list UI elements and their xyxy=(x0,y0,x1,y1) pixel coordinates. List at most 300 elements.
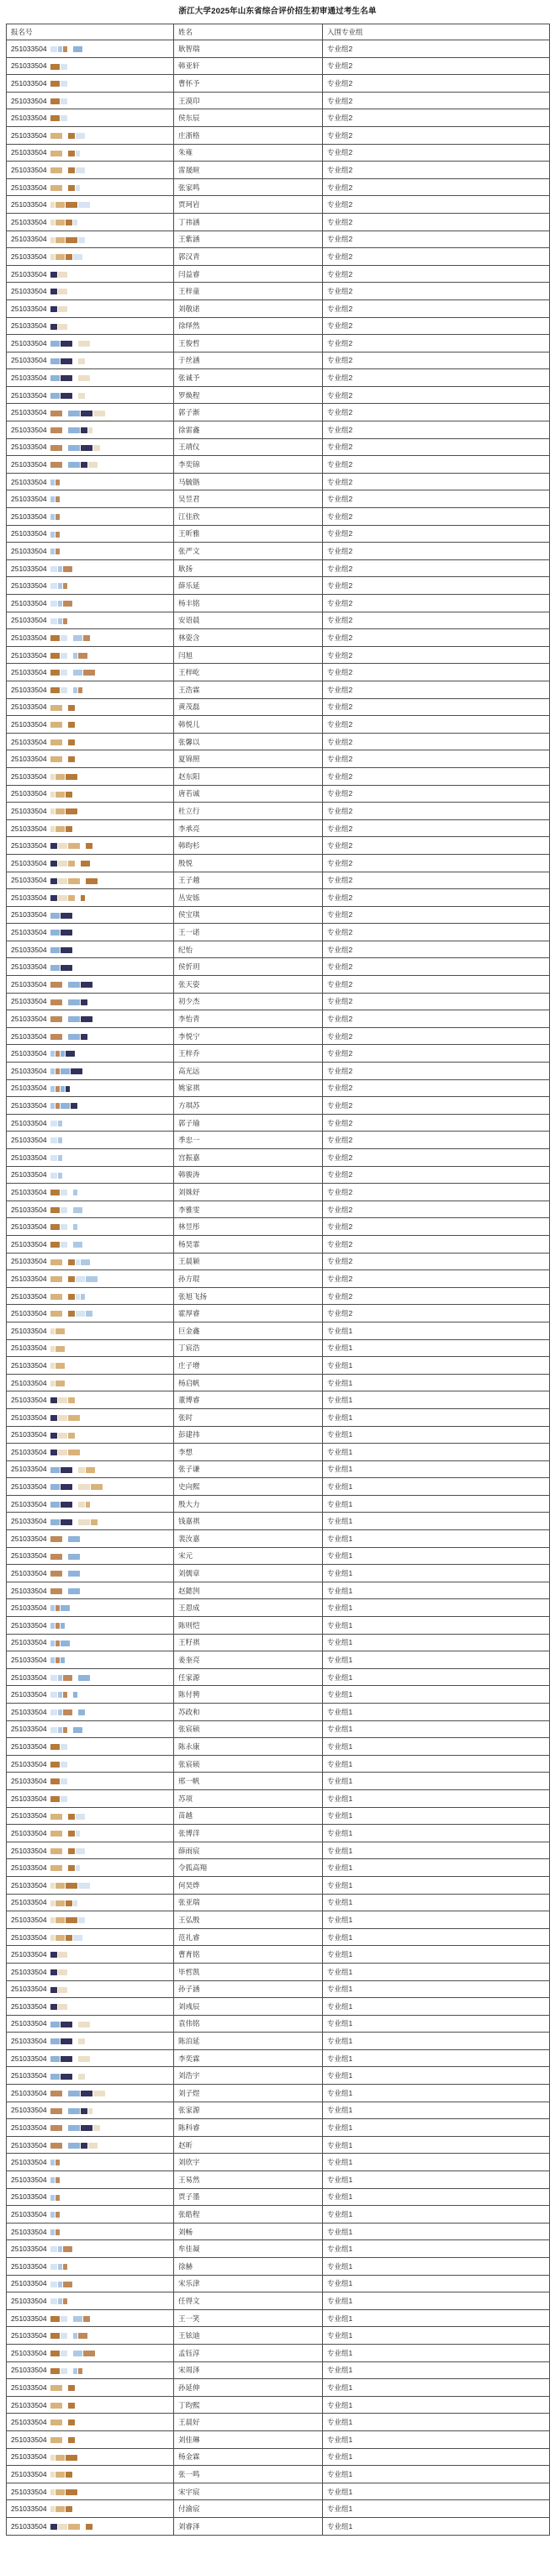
registration-number: 251033504 xyxy=(11,945,47,954)
group-cell xyxy=(323,1184,550,1201)
student-name: 董博睿 xyxy=(178,1396,200,1405)
group-cell xyxy=(323,2327,550,2345)
group-cell xyxy=(323,750,550,768)
regno-cell xyxy=(7,92,174,109)
group-cell xyxy=(323,2258,550,2276)
major-group: 专业组2 xyxy=(327,1222,353,1232)
group-cell xyxy=(323,1547,550,1565)
name-cell xyxy=(174,2344,323,2361)
registration-number: 251033504 xyxy=(11,495,47,504)
student-name: 赵懿剀 xyxy=(178,1586,200,1595)
redaction-mosaic xyxy=(50,2229,60,2235)
group-cell xyxy=(323,1270,550,1288)
redaction-mosaic xyxy=(50,1467,95,1473)
table-row xyxy=(7,1235,550,1253)
regno-cell xyxy=(7,559,174,577)
registration-number: 251033504 xyxy=(11,1932,47,1942)
name-cell xyxy=(174,1426,323,1444)
regno-cell xyxy=(7,2049,174,2067)
group-cell xyxy=(323,819,550,837)
name-cell xyxy=(174,404,323,421)
registration-number: 251033504 xyxy=(11,2210,47,2219)
name-cell xyxy=(174,2414,323,2431)
group-cell xyxy=(323,1634,550,1651)
regno-cell xyxy=(7,57,174,75)
registration-number: 251033504 xyxy=(11,2123,47,2133)
group-cell xyxy=(323,1704,550,1721)
regno-cell xyxy=(7,872,174,889)
registration-number: 251033504 xyxy=(11,1049,47,1058)
redaction-mosaic xyxy=(50,1640,70,1646)
student-name: 杜立行 xyxy=(178,806,200,815)
group-cell xyxy=(323,1166,550,1184)
redaction-mosaic xyxy=(50,2074,85,2080)
student-name: 陈永康 xyxy=(178,1741,200,1751)
name-cell xyxy=(174,577,323,595)
student-name: 张家源 xyxy=(178,2106,200,2115)
name-cell xyxy=(174,2483,323,2500)
table-row xyxy=(7,1789,550,1807)
major-group: 专业组2 xyxy=(327,858,353,867)
table-row xyxy=(7,1825,550,1842)
table-row xyxy=(7,785,550,803)
regno-cell xyxy=(7,438,174,456)
group-cell xyxy=(323,595,550,612)
major-group: 专业组1 xyxy=(327,2001,353,2011)
student-name: 庄子增 xyxy=(178,1360,200,1370)
name-cell xyxy=(174,2448,323,2466)
student-name: 林昱彤 xyxy=(178,1222,200,1232)
name-cell xyxy=(174,2361,323,2379)
registration-number: 251033504 xyxy=(11,668,47,677)
registration-number: 251033504 xyxy=(11,1638,47,1647)
redaction-mosaic xyxy=(50,272,67,278)
student-name: 王弘殷 xyxy=(178,1915,200,1924)
regno-cell xyxy=(7,1408,174,1426)
name-cell xyxy=(174,733,323,750)
redaction-mosaic xyxy=(50,2108,92,2114)
regno-cell xyxy=(7,1651,174,1669)
registration-number: 251033504 xyxy=(11,2245,47,2254)
major-group: 专业组1 xyxy=(327,1863,353,1873)
regno-cell xyxy=(7,1339,174,1357)
group-cell xyxy=(323,40,550,58)
regno-cell xyxy=(7,386,174,404)
group-cell xyxy=(323,1339,550,1357)
regno-cell xyxy=(7,733,174,750)
major-group: 专业组1 xyxy=(327,1741,353,1751)
major-group: 专业组1 xyxy=(327,1551,353,1561)
group-cell xyxy=(323,1253,550,1270)
group-cell xyxy=(323,1565,550,1582)
registration-number: 251033504 xyxy=(11,1517,47,1526)
regno-cell xyxy=(7,1946,174,1964)
regno-cell xyxy=(7,750,174,768)
redaction-mosaic xyxy=(50,115,67,121)
name-cell xyxy=(174,2206,323,2224)
table-row xyxy=(7,265,550,283)
redaction-mosaic xyxy=(50,1190,77,1195)
group-cell xyxy=(323,2154,550,2171)
table-row xyxy=(7,2517,550,2535)
redaction-mosaic xyxy=(50,1137,62,1143)
student-name: 杨启帆 xyxy=(178,1378,200,1387)
group-cell xyxy=(323,352,550,369)
student-name: 孙延伸 xyxy=(178,2383,200,2392)
student-name: 薛雨宸 xyxy=(178,1846,200,1855)
name-cell xyxy=(174,612,323,629)
registration-number: 251033504 xyxy=(11,1741,47,1751)
major-group: 专业组1 xyxy=(327,1811,353,1821)
registration-number: 251033504 xyxy=(11,1084,47,1093)
table-row xyxy=(7,2430,550,2448)
group-cell xyxy=(323,924,550,941)
major-group: 专业组1 xyxy=(327,1344,353,1353)
redaction-mosaic xyxy=(50,2298,67,2304)
regno-cell xyxy=(7,213,174,231)
name-cell xyxy=(174,1530,323,1548)
student-name: 张博洋 xyxy=(178,1828,200,1837)
regno-cell xyxy=(7,1738,174,1756)
student-name: 夏锦照 xyxy=(178,755,200,764)
redaction-mosaic xyxy=(50,2403,75,2409)
student-name: 王紫涵 xyxy=(178,235,200,244)
regno-cell xyxy=(7,1755,174,1773)
name-cell xyxy=(174,1079,323,1097)
redaction-mosaic xyxy=(50,1917,85,1923)
regno-cell xyxy=(7,924,174,941)
name-cell xyxy=(174,2049,323,2067)
registration-number: 251033504 xyxy=(11,1291,47,1301)
student-name: 任家源 xyxy=(178,1672,200,1682)
redaction-mosaic xyxy=(50,46,82,52)
table-row xyxy=(7,1859,550,1877)
name-cell xyxy=(174,1980,323,1998)
registration-number: 251033504 xyxy=(11,1344,47,1353)
redaction-mosaic xyxy=(50,583,67,589)
registration-number: 251033504 xyxy=(11,2106,47,2115)
major-group: 专业组1 xyxy=(327,1985,353,1994)
redaction-mosaic xyxy=(50,427,92,433)
table-row xyxy=(7,2292,550,2310)
registration-number: 251033504 xyxy=(11,1153,47,1162)
table-row xyxy=(7,75,550,93)
group-cell xyxy=(323,1132,550,1149)
group-cell xyxy=(323,1789,550,1807)
registration-number: 251033504 xyxy=(11,1257,47,1266)
registration-number: 251033504 xyxy=(11,2348,47,2357)
name-cell xyxy=(174,1218,323,1236)
registration-number: 251033504 xyxy=(11,1360,47,1370)
group-cell xyxy=(323,1876,550,1894)
student-name: 宋周泽 xyxy=(178,2366,200,2375)
group-cell xyxy=(323,889,550,907)
group-cell xyxy=(323,2102,550,2119)
student-name: 吴昱君 xyxy=(178,495,200,504)
redaction-mosaic xyxy=(50,1675,90,1681)
name-cell xyxy=(174,976,323,994)
group-cell xyxy=(323,2483,550,2500)
student-name: 郭子渐 xyxy=(178,408,200,417)
registration-number: 251033504 xyxy=(11,200,47,209)
redaction-mosaic xyxy=(50,2022,90,2027)
name-cell xyxy=(174,196,323,214)
group-cell xyxy=(323,941,550,958)
regno-cell xyxy=(7,2258,174,2276)
major-group: 专业组1 xyxy=(327,1967,353,1976)
redaction-mosaic xyxy=(50,1692,77,1698)
table-row xyxy=(7,1444,550,1461)
major-group: 专业组2 xyxy=(327,1170,353,1179)
major-group: 专业组2 xyxy=(327,304,353,313)
major-group: 专业组2 xyxy=(327,1084,353,1093)
name-cell xyxy=(174,126,323,144)
group-cell xyxy=(323,612,550,629)
student-name: 侯忻玥 xyxy=(178,962,200,972)
student-name: 雷晟暄 xyxy=(178,165,200,174)
name-cell xyxy=(174,1460,323,1478)
regno-cell xyxy=(7,1842,174,1859)
redaction-mosaic xyxy=(50,1605,70,1611)
redaction-mosaic xyxy=(50,185,80,191)
table-row xyxy=(7,681,550,698)
major-group: 专业组2 xyxy=(327,997,353,1006)
registration-number: 251033504 xyxy=(11,1551,47,1561)
table-row xyxy=(7,456,550,474)
group-cell xyxy=(323,2309,550,2327)
student-name: 侯宝琪 xyxy=(178,910,200,920)
group-cell xyxy=(323,162,550,179)
table-row xyxy=(7,577,550,595)
table-row xyxy=(7,906,550,924)
major-group: 专业组1 xyxy=(327,1690,353,1699)
group-cell xyxy=(323,283,550,300)
registration-number: 251033504 xyxy=(11,928,47,937)
name-cell xyxy=(174,1374,323,1391)
regno-cell xyxy=(7,1911,174,1929)
registration-number: 251033504 xyxy=(11,1725,47,1734)
student-name: 姜奎亮 xyxy=(178,1656,200,1665)
table-row xyxy=(7,335,550,352)
redaction-mosaic xyxy=(50,237,85,243)
redaction-mosaic xyxy=(50,826,72,832)
group-cell xyxy=(323,906,550,924)
registration-number: 251033504 xyxy=(11,1898,47,1907)
student-name: 刘子煜 xyxy=(178,2088,200,2097)
regno-cell xyxy=(7,1444,174,1461)
name-cell xyxy=(174,335,323,352)
name-cell xyxy=(174,1495,323,1513)
table-row xyxy=(7,629,550,647)
name-cell xyxy=(174,1444,323,1461)
regno-cell xyxy=(7,785,174,803)
group-cell xyxy=(323,1755,550,1773)
major-group: 专业组1 xyxy=(327,2366,353,2375)
table-row xyxy=(7,1478,550,1496)
major-group: 专业组2 xyxy=(327,44,353,53)
regno-cell xyxy=(7,265,174,283)
redaction-mosaic xyxy=(50,1121,62,1126)
major-group: 专业组2 xyxy=(327,477,353,486)
group-cell xyxy=(323,1027,550,1045)
name-cell xyxy=(174,265,323,283)
table-row xyxy=(7,646,550,664)
registration-number: 251033504 xyxy=(11,61,47,71)
student-name: 袁伟铭 xyxy=(178,2019,200,2028)
regno-cell xyxy=(7,716,174,734)
redaction-mosaic xyxy=(50,2125,100,2131)
regno-cell xyxy=(7,2414,174,2431)
student-name: 李奕霖 xyxy=(178,2054,200,2063)
group-cell xyxy=(323,1391,550,1409)
group-cell xyxy=(323,196,550,214)
redaction-mosaic xyxy=(50,722,75,728)
student-name: 徐雷鑫 xyxy=(178,425,200,434)
table-row xyxy=(7,1963,550,1980)
table-row xyxy=(7,1807,550,1825)
redaction-mosaic xyxy=(50,1796,67,1802)
registration-number: 251033504 xyxy=(11,755,47,764)
registration-number: 251033504 xyxy=(11,2418,47,2427)
major-group: 专业组2 xyxy=(327,962,353,972)
table-row xyxy=(7,976,550,994)
group-cell xyxy=(323,2448,550,2466)
regno-cell xyxy=(7,1807,174,1825)
redaction-mosaic xyxy=(50,341,90,347)
group-cell xyxy=(323,1305,550,1322)
table-row xyxy=(7,941,550,958)
name-cell xyxy=(174,421,323,439)
student-name: 刘姝妤 xyxy=(178,1187,200,1196)
group-cell xyxy=(323,1322,550,1339)
group-cell xyxy=(323,57,550,75)
regno-cell xyxy=(7,2483,174,2500)
regno-cell xyxy=(7,1547,174,1565)
student-name: 丁祎涵 xyxy=(178,217,200,226)
registration-number: 251033504 xyxy=(11,252,47,261)
name-cell xyxy=(174,1547,323,1565)
redaction-mosaic xyxy=(50,2195,60,2201)
major-group: 专业组1 xyxy=(327,1932,353,1942)
regno-cell xyxy=(7,629,174,647)
redaction-mosaic xyxy=(50,618,67,624)
redaction-mosaic xyxy=(50,2524,92,2530)
major-group: 专业组2 xyxy=(327,1153,353,1162)
student-name: 张宸硕 xyxy=(178,1759,200,1768)
registration-number: 251033504 xyxy=(11,719,47,729)
major-group: 专业组2 xyxy=(327,893,353,902)
name-cell xyxy=(174,144,323,162)
student-name: 李奕锦 xyxy=(178,460,200,469)
group-cell xyxy=(323,1114,550,1132)
registration-number: 251033504 xyxy=(11,2001,47,2011)
group-cell xyxy=(323,1374,550,1391)
student-name: 王一笑 xyxy=(178,2314,200,2323)
regno-cell xyxy=(7,1045,174,1063)
registration-number: 251033504 xyxy=(11,1759,47,1768)
student-name: 张严文 xyxy=(178,547,200,556)
col-header-name: 姓名 xyxy=(174,24,323,40)
redaction-mosaic xyxy=(50,480,60,485)
name-cell xyxy=(174,1339,323,1357)
student-name: 郭汉青 xyxy=(178,252,200,261)
student-name: 方琪苏 xyxy=(178,1101,200,1110)
major-group: 专业组1 xyxy=(327,1430,353,1439)
major-group: 专业组1 xyxy=(327,2071,353,2080)
major-group: 专业组2 xyxy=(327,789,353,798)
group-cell xyxy=(323,1773,550,1790)
table-row xyxy=(7,1079,550,1097)
registration-number: 251033504 xyxy=(11,1586,47,1595)
major-group: 专业组2 xyxy=(327,598,353,607)
table-row xyxy=(7,144,550,162)
student-name: 初少杰 xyxy=(178,997,200,1006)
name-cell xyxy=(174,1357,323,1375)
name-cell xyxy=(174,2327,323,2345)
table-row xyxy=(7,2396,550,2414)
major-group: 专业组1 xyxy=(327,1465,353,1474)
group-cell xyxy=(323,525,550,543)
name-cell xyxy=(174,785,323,803)
group-cell xyxy=(323,144,550,162)
table-row xyxy=(7,283,550,300)
registration-number: 251033504 xyxy=(11,1239,47,1248)
major-group: 专业组2 xyxy=(327,702,353,712)
name-cell xyxy=(174,1270,323,1288)
group-cell xyxy=(323,1582,550,1599)
table-row xyxy=(7,299,550,317)
major-group: 专业组1 xyxy=(327,2348,353,2357)
name-cell xyxy=(174,178,323,196)
major-group: 专业组1 xyxy=(327,2314,353,2323)
registration-number: 251033504 xyxy=(11,737,47,746)
table-row xyxy=(7,1582,550,1599)
redaction-mosaic xyxy=(50,861,90,867)
regno-cell xyxy=(7,2136,174,2154)
regno-cell xyxy=(7,456,174,474)
major-group: 专业组1 xyxy=(327,1759,353,1768)
student-name: 苏项 xyxy=(178,1794,193,1803)
regno-cell xyxy=(7,1374,174,1391)
major-group: 专业组1 xyxy=(327,2435,353,2444)
redaction-mosaic xyxy=(50,1346,65,1352)
student-name: 贾子墨 xyxy=(178,2192,200,2202)
registration-number: 251033504 xyxy=(11,165,47,174)
group-cell xyxy=(323,438,550,456)
student-name: 毕哲凯 xyxy=(178,1967,200,1976)
student-name: 丛安铄 xyxy=(178,893,200,902)
student-name: 杨金霖 xyxy=(178,2452,200,2462)
regno-cell xyxy=(7,335,174,352)
regno-cell xyxy=(7,646,174,664)
name-cell xyxy=(174,941,323,958)
major-group: 专业组2 xyxy=(327,1239,353,1248)
redaction-mosaic xyxy=(50,1363,65,1369)
student-name: 刘佳琳 xyxy=(178,2435,200,2444)
major-group: 专业组2 xyxy=(327,235,353,244)
major-group: 专业组1 xyxy=(327,2019,353,2028)
registration-number: 251033504 xyxy=(11,1846,47,1855)
table-row xyxy=(7,1166,550,1184)
table-row xyxy=(7,543,550,560)
redaction-mosaic xyxy=(50,514,60,520)
table-row xyxy=(7,2102,550,2119)
table-row xyxy=(7,1668,550,1686)
group-cell xyxy=(323,1408,550,1426)
regno-cell xyxy=(7,1998,174,2016)
table-row xyxy=(7,559,550,577)
student-name: 韩昀杉 xyxy=(178,841,200,851)
